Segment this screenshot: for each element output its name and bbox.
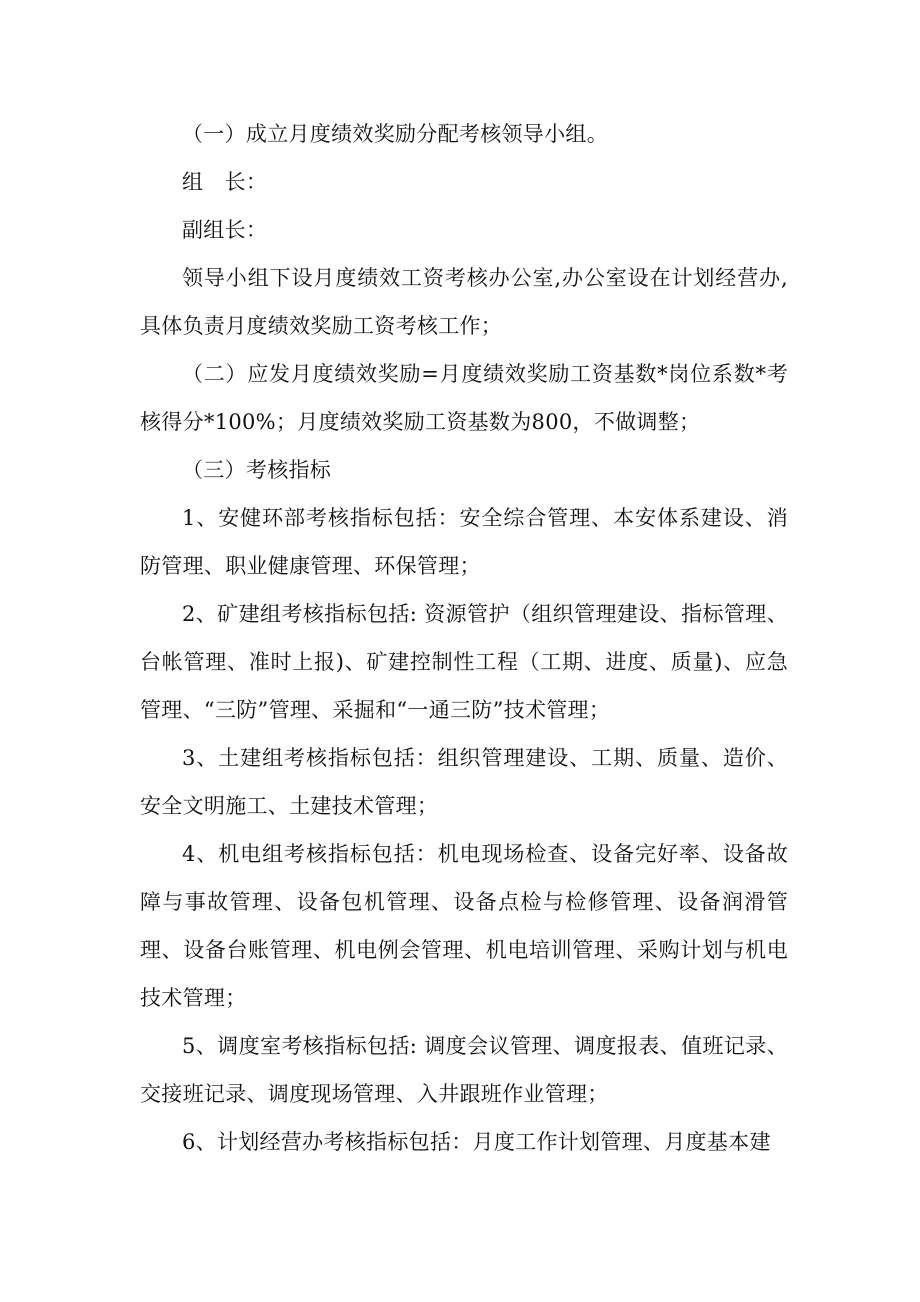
section-2-formula: （二）应发月度绩效奖励=月度绩效奖励工资基数*岗位系数*考核得分*100%；月度绩效奖励工资基数为800，不做调整； bbox=[140, 362, 788, 434]
document-body bbox=[140, 110, 788, 1166]
indicator-item-1: 1、安健环部考核指标包括：安全综合管理、本安体系建设、消防管理、职业健康管理、环保管理； bbox=[140, 506, 788, 578]
deputy-leader-line: 副组长： bbox=[182, 218, 268, 242]
section-3-heading: （三）考核指标 bbox=[182, 458, 332, 482]
indicator-item-3: 3、土建组考核指标包括：组织管理建设、工期、质量、造价、安全文明施工、土建技术管理； bbox=[140, 746, 788, 818]
indicator-item-4: 4、机电组考核指标包括：机电现场检查、设备完好率、设备故障与事故管理、设备包机管理、设备点检与检修管理、设备润滑管理、设备台账管理、机电例会管理、机电培训管理、采购计划与机电技术管理； bbox=[140, 842, 788, 1010]
group-leader-line: 组 长： bbox=[182, 170, 268, 194]
indicator-item-2: 2、矿建组考核指标包括: 资源管护（组织管理建设、指标管理、台帐管理、准时上报)、矿建控制性工程（工期、进度、质量)、应急管理、“三防”管理、采掘和“一通三防”技术管理； bbox=[140, 602, 788, 722]
indicator-item-5: 5、调度室考核指标包括: 调度会议管理、调度报表、值班记录、交接班记录、调度现场管理、入井跟班作业管理； bbox=[140, 1034, 788, 1106]
office-paragraph: 领导小组下设月度绩效工资考核办公室,办公室设在计划经营办,具体负责月度绩效奖励工资考核工作； bbox=[140, 266, 788, 338]
indicator-item-6: 6、计划经营办考核指标包括：月度工作计划管理、月度基本建 bbox=[182, 1130, 771, 1154]
section-1-heading: （一）成立月度绩效奖励分配考核领导小组。 bbox=[182, 122, 608, 146]
